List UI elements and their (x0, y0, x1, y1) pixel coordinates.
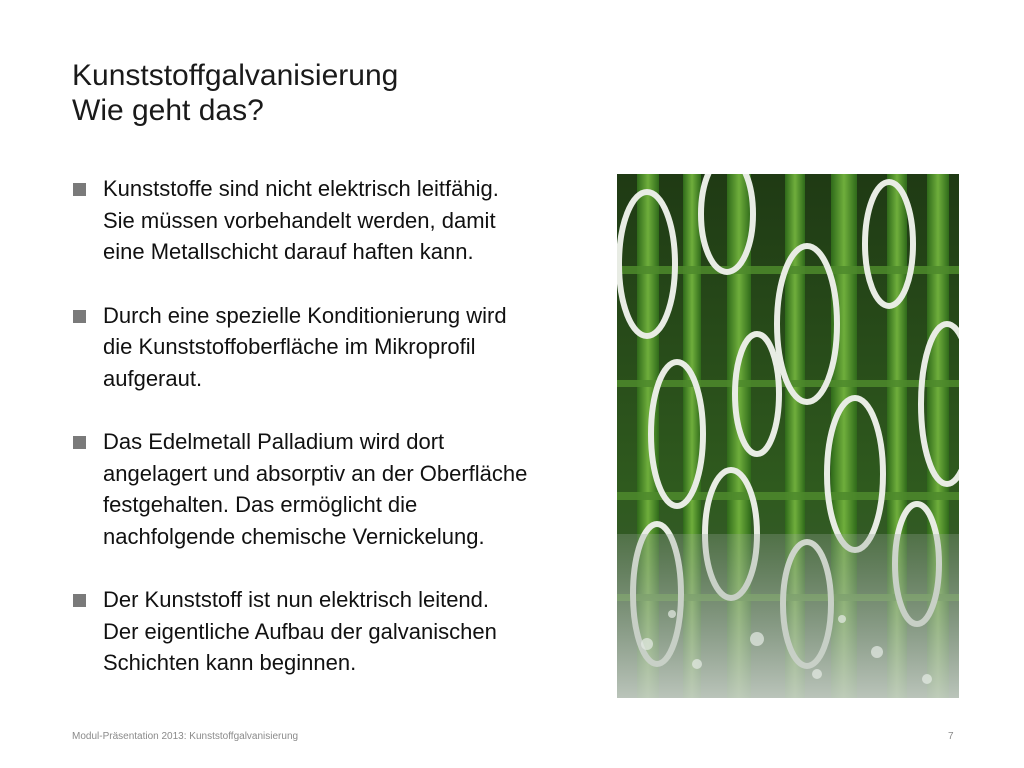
bullet-text-line: nachfolgende chemische Vernickelung. (103, 523, 485, 549)
bullet-text-line: Kunststoffe sind nicht elektrisch leitfähig. (103, 176, 499, 201)
bullet-item (72, 173, 607, 268)
bullet-item (72, 300, 607, 395)
square-bullet-icon (73, 310, 86, 323)
bullet-text-line: angelagert und absorptiv an der Oberfläche (103, 460, 528, 486)
title-line: Kunststoffgalvanisierung (72, 59, 399, 92)
bullet-text-line: Sie müssen vorbehandelt werden, damit (103, 207, 496, 233)
bullet-list (72, 173, 607, 711)
bullet-text-line: Der Kunststoff ist nun elektrisch leitend. (103, 587, 490, 612)
bullet-text-line: Durch eine spezielle Konditionierung wird (103, 302, 507, 328)
bullet-text-line: Der eigentliche Aufbau der galvanischen (103, 618, 497, 644)
bullet-text-line: Schichten kann beginnen. (103, 650, 357, 675)
bullet-text-line: festgehalten. Das ermöglicht die (103, 492, 418, 517)
subtitle-line: Wie geht das? (72, 94, 264, 127)
square-bullet-icon (73, 594, 86, 607)
plating-rack-image (617, 174, 959, 698)
bullet-text-line: eine Metallschicht darauf haften kann. (103, 239, 474, 264)
plating-photo (617, 174, 959, 698)
square-bullet-icon (73, 183, 86, 196)
slide-title (72, 58, 398, 128)
bullet-item (72, 584, 607, 679)
bullet-text-line: die Kunststoffoberfläche im Mikroprofil (103, 334, 476, 359)
page-number: 7 (948, 731, 954, 742)
footer-text: Modul-Präsentation 2013: Kunststoffgalvanisierung (72, 731, 299, 742)
square-bullet-icon (73, 436, 86, 449)
bullet-item (72, 426, 607, 552)
bullet-text-line: aufgeraut. (103, 365, 203, 391)
bullet-text-line: Das Edelmetall Palladium wird dort (103, 429, 445, 454)
